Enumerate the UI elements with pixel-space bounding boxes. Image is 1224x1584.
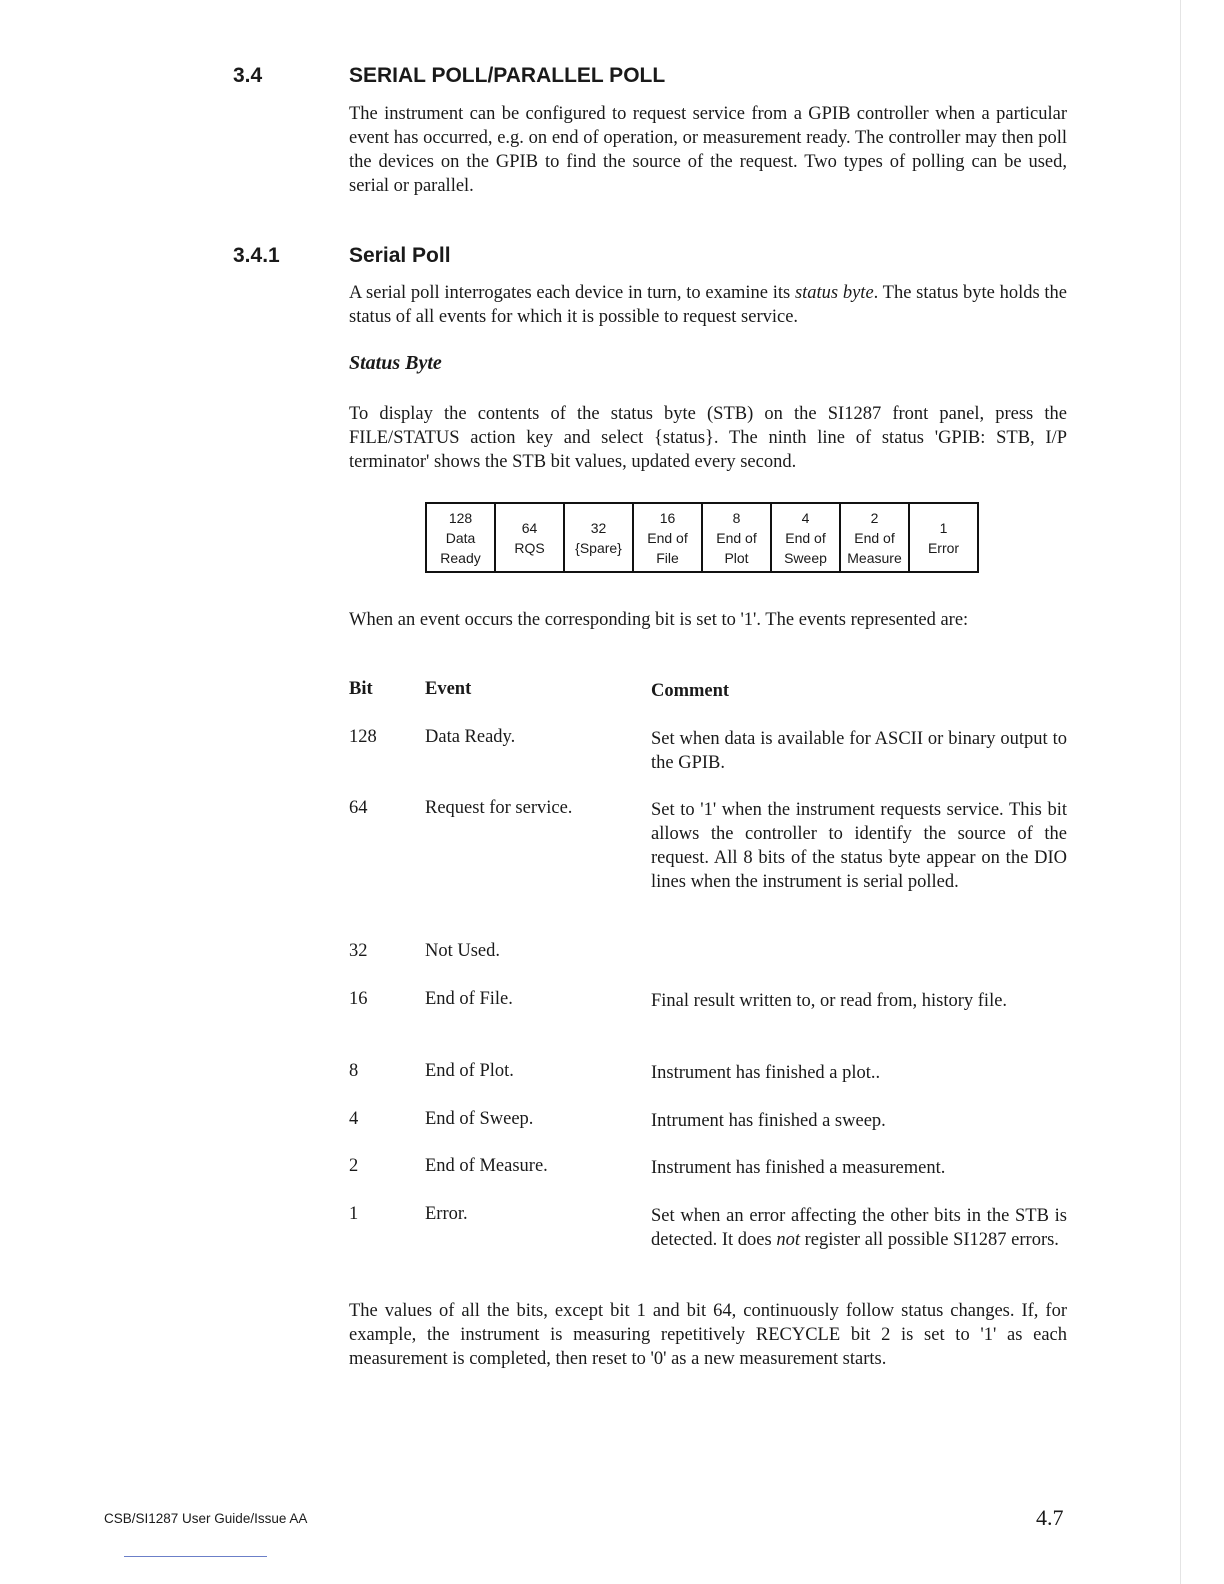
status-bit-line: End of <box>785 529 826 546</box>
status-bit-line: Data <box>445 529 476 546</box>
event-comment: Instrument has finished a measurement. <box>651 1158 946 1178</box>
footer-rule <box>124 1556 267 1557</box>
event-name: End of Plot. <box>425 1061 514 1081</box>
event-name: End of File. <box>425 989 513 1009</box>
status-bit-line: 1 <box>939 519 948 536</box>
status-bit-cell <box>495 503 564 572</box>
subsection-intro: A serial poll interrogates each device in turn, to examine its status byte. The status byte holds the status of all events for which it is possible to request service. <box>349 283 1067 327</box>
event-comment: Set when data is available for ASCII or binary output to the GPIB. <box>651 729 1067 773</box>
status-bit-cell <box>771 503 840 572</box>
status-bit-line: File <box>656 549 679 566</box>
events-header-bit: Bit <box>349 679 373 699</box>
status-bit-line: {Spare} <box>575 539 622 556</box>
footer-document-id: CSB/SI1287 User Guide/Issue AA <box>104 1511 308 1526</box>
closing-paragraph: The values of all the bits, except bit 1 and bit 64, continuously follow status changes. If, for example, the instrument is measuring repetitively RECYCLE bit 2 is set to '1' as each measurement is completed, then reset to '0' as a new measurement starts. <box>349 1301 1067 1369</box>
event-bit: 16 <box>349 989 368 1009</box>
event-comment: Instrument has finished a plot.. <box>651 1063 881 1083</box>
events-header-comment: Comment <box>651 681 730 701</box>
events-intro: When an event occurs the corresponding bit is set to '1'. The events represented are: <box>349 610 969 630</box>
status-byte-row <box>426 503 978 572</box>
status-byte-table <box>425 502 979 573</box>
event-bit: 2 <box>349 1156 359 1176</box>
status-bit-line: Ready <box>440 549 481 566</box>
status-bit-line: Sweep <box>784 549 827 566</box>
status-bit-line: Plot <box>724 549 749 566</box>
status-bit-line: 32 <box>590 519 607 536</box>
not-emphasis: not <box>776 1230 800 1250</box>
event-comment: Intrument has finished a sweep. <box>651 1111 886 1131</box>
status-byte-heading: Status Byte <box>349 352 442 374</box>
footer-page-number: 4.7 <box>1036 1505 1064 1530</box>
status-bit-line: Measure <box>847 549 902 566</box>
event-name: Request for service. <box>425 798 573 818</box>
status-bit-cell <box>564 503 633 572</box>
event-comment: Set when an error affecting the other bits in the STB is detected. It does not register all possible SI1287 errors. <box>651 1206 1067 1250</box>
section-number: 3.4 <box>233 64 263 87</box>
status-byte-description: To display the contents of the status byte (STB) on the SI1287 front panel, press the FILE/STATUS action key and select {status}. The ninth line of status 'GPIB: STB, I/P terminator' shows the STB bit values, updated every second. <box>349 404 1067 472</box>
status-bit-cell <box>909 503 978 572</box>
status-bit-line: 16 <box>659 509 676 526</box>
event-bit: 4 <box>349 1109 359 1129</box>
section-intro: The instrument can be configured to request service from a GPIB controller when a particular event has occurred, e.g. on end of operation, or measurement ready. The controller may then poll the devices on the GPIB to find the source of the request. Two types of polling can be used, serial or parallel. <box>349 104 1067 196</box>
status-bit-line: 8 <box>732 509 741 526</box>
event-comment: Final result written to, or read from, history file. <box>651 991 1008 1011</box>
event-name: Error. <box>425 1204 468 1224</box>
status-bit-cell <box>426 503 495 572</box>
events-header-event: Event <box>425 679 472 699</box>
event-bit: 32 <box>349 941 368 961</box>
event-name: End of Measure. <box>425 1156 548 1176</box>
status-bit-cell <box>702 503 771 572</box>
status-bit-line: RQS <box>514 539 545 556</box>
status-bit-line: 4 <box>801 509 810 526</box>
event-name: Not Used. <box>425 941 501 961</box>
page-edge-shadow <box>1180 0 1181 1584</box>
status-bit-line: End of <box>647 529 688 546</box>
event-name: Data Ready. <box>425 727 516 747</box>
event-comment: Set to '1' when the instrument requests service. This bit allows the controller to identify the source of the request. All 8 bits of the status byte appear on the DIO lines when the instrument is serial polled. <box>651 800 1067 892</box>
status-byte-emphasis: status byte <box>794 283 874 303</box>
event-bit: 64 <box>349 798 368 818</box>
subsection-number: 3.4.1 <box>233 244 280 267</box>
status-bit-line: 64 <box>521 519 538 536</box>
subsection-title: Serial Poll <box>349 244 451 267</box>
status-bit-line: End of <box>716 529 757 546</box>
event-bit: 128 <box>349 727 377 747</box>
status-bit-line: Error <box>927 539 960 556</box>
event-bit: 8 <box>349 1061 359 1081</box>
status-bit-cell <box>840 503 909 572</box>
status-bit-line: 128 <box>448 509 473 526</box>
status-bit-line: End of <box>854 529 895 546</box>
section-title: SERIAL POLL/PARALLEL POLL <box>349 64 666 87</box>
status-bit-cell <box>633 503 702 572</box>
status-bit-line: 2 <box>870 509 879 526</box>
event-name: End of Sweep. <box>425 1109 534 1129</box>
event-bit: 1 <box>349 1204 359 1224</box>
